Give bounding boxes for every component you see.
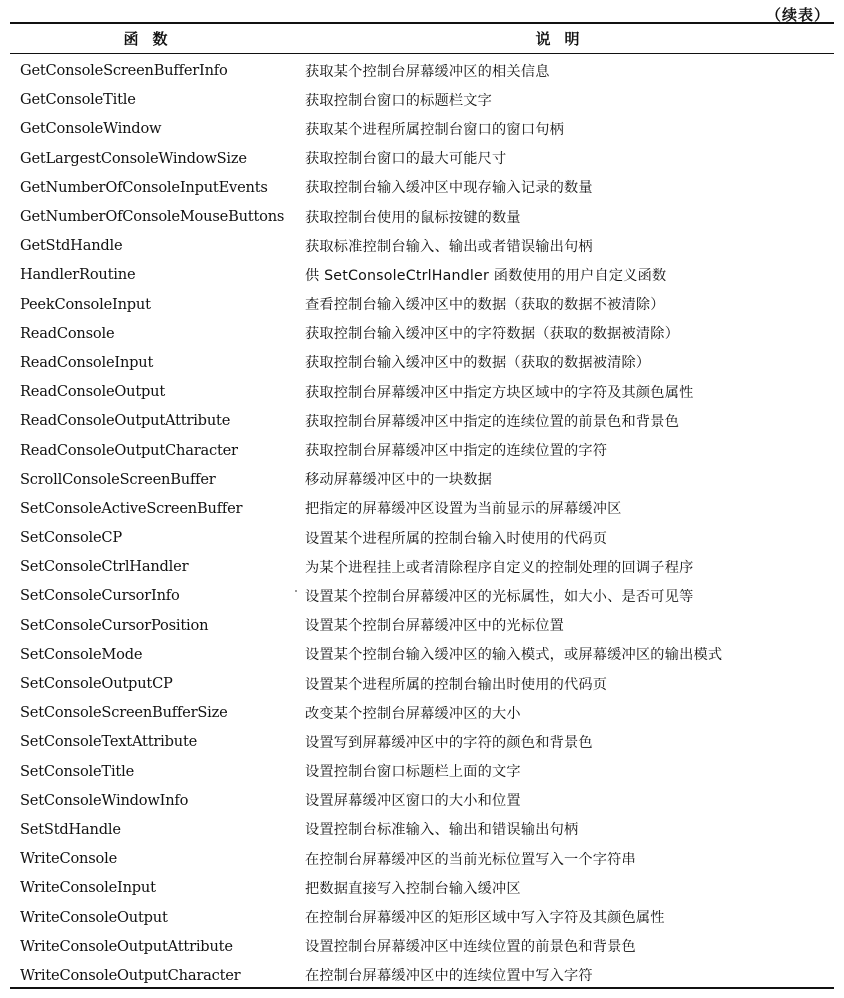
description-cell: 供 SetConsoleCtrlHandler 函数使用的用户自定义函数 — [305, 267, 667, 284]
function-name-cell: SetConsoleScreenBufferSize — [20, 704, 228, 722]
description-cell: 设置某个控制台屏幕缓冲区中的光标位置 — [305, 618, 564, 635]
table-row — [10, 727, 834, 756]
description-cell: 获取控制台输入缓冲区中的数据（获取的数据被清除） — [305, 355, 651, 372]
table-row — [10, 698, 834, 727]
function-name-cell: SetConsoleTextAttribute — [20, 733, 198, 751]
function-name-cell: SetConsoleTitle — [20, 762, 134, 780]
description-cell: 获取控制台窗口的标题栏文字 — [305, 92, 493, 109]
table-row — [10, 757, 834, 786]
table-row — [10, 56, 834, 85]
table-row — [10, 435, 834, 464]
function-name-cell: ReadConsole — [20, 324, 115, 342]
description-cell: 改变某个控制台屏幕缓冲区的大小 — [305, 705, 521, 722]
table-row — [10, 581, 834, 610]
function-name-cell: SetConsoleCtrlHandler — [20, 558, 189, 576]
function-name-cell: SetConsoleCursorInfo — [20, 587, 180, 605]
description-cell: 获取控制台屏幕缓冲区中指定方块区域中的字符及其颜色属性 — [305, 384, 694, 401]
function-name-cell: GetStdHandle — [20, 237, 123, 255]
function-name-cell: SetConsoleCP — [20, 529, 123, 547]
description-cell: 设置某个进程所属的控制台输入时使用的代码页 — [305, 530, 608, 547]
table-row — [10, 348, 834, 377]
table-row — [10, 406, 834, 435]
description-cell: 为某个进程挂上或者清除程序自定义的控制处理的回调子程序 — [305, 559, 694, 576]
function-name-cell: GetConsoleTitle — [20, 91, 136, 109]
description-cell: 设置控制台窗口标题栏上面的文字 — [305, 764, 521, 781]
table-row — [10, 231, 834, 260]
function-name-cell: GetLargestConsoleWindowSize — [20, 149, 247, 167]
table-row — [10, 552, 834, 581]
function-name-cell: ReadConsoleOutputCharacter — [20, 441, 238, 459]
description-cell: 设置控制台屏幕缓冲区中连续位置的前景色和背景色 — [305, 939, 636, 956]
description-cell: 在控制台屏幕缓冲区的当前光标位置写入一个字符串 — [305, 851, 636, 868]
function-name-cell: WriteConsoleOutputAttribute — [20, 937, 233, 955]
function-name-cell: GetConsoleWindow — [20, 120, 162, 138]
description-cell: 设置屏幕缓冲区窗口的大小和位置 — [305, 793, 521, 810]
table-row — [10, 815, 834, 844]
table-row — [10, 144, 834, 173]
function-name-cell: WriteConsoleInput — [20, 879, 156, 897]
description-cell: 获取控制台使用的鼠标按键的数量 — [305, 209, 521, 226]
description-cell: 获取控制台输入缓冲区中现存输入记录的数量 — [305, 180, 593, 197]
description-cell: 设置某个控制台屏幕缓冲区的光标属性，如大小、是否可见等 — [305, 588, 694, 605]
function-name-cell: ReadConsoleOutput — [20, 383, 166, 401]
function-name-cell: ReadConsoleInput — [20, 353, 154, 371]
table-row — [10, 465, 834, 494]
function-name-cell: GetConsoleScreenBufferInfo — [20, 62, 228, 80]
function-name-cell: SetConsoleMode — [20, 645, 143, 663]
table-body — [10, 56, 834, 990]
description-cell: 获取标准控制台输入、输出或者错误输出句柄 — [305, 238, 593, 255]
table-row — [10, 523, 834, 552]
function-column-header: 函数 — [123, 30, 182, 48]
table-row — [10, 114, 834, 143]
table-row — [10, 202, 834, 231]
function-name-cell: PeekConsoleInput — [20, 295, 151, 313]
function-name-cell: SetStdHandle — [20, 820, 121, 838]
description-cell: 获取控制台窗口的最大可能尺寸 — [305, 151, 507, 168]
table-row — [10, 640, 834, 669]
function-name-cell: WriteConsole — [20, 850, 118, 868]
description-cell: 设置某个进程所属的控制台输出时使用的代码页 — [305, 676, 608, 693]
description-cell: 查看控制台输入缓冲区中的数据（获取的数据不被清除） — [305, 297, 665, 314]
description-cell: 获取某个进程所属控制台窗口的窗口句柄 — [305, 121, 564, 138]
table-row — [10, 932, 834, 961]
function-name-cell: ReadConsoleOutputAttribute — [20, 412, 231, 430]
description-cell: 获取控制台屏幕缓冲区中指定的连续位置的前景色和背景色 — [305, 413, 680, 430]
scan-speck — [295, 590, 297, 592]
description-cell: 在控制台屏幕缓冲区中的连续位置中写入字符 — [305, 968, 593, 985]
description-cell: 设置写到屏幕缓冲区中的字符的颜色和背景色 — [305, 734, 593, 751]
table-row — [10, 844, 834, 873]
description-cell: 移动屏幕缓冲区中的一块数据 — [305, 472, 493, 489]
table-bottom-rule — [10, 987, 834, 989]
function-name-cell: HandlerRoutine — [20, 266, 136, 284]
table-row — [10, 85, 834, 114]
function-name-cell: GetNumberOfConsoleMouseButtons — [20, 208, 285, 226]
function-name-cell: SetConsoleOutputCP — [20, 675, 173, 693]
description-cell: 在控制台屏幕缓冲区的矩形区域中写入字符及其颜色属性 — [305, 910, 665, 927]
description-cell: 把指定的屏幕缓冲区设置为当前显示的屏幕缓冲区 — [305, 501, 622, 518]
description-cell: 设置控制台标准输入、输出和错误输出句柄 — [305, 822, 579, 839]
table-row — [10, 290, 834, 319]
description-column-header: 说明 — [535, 30, 594, 48]
function-name-cell: ScrollConsoleScreenBuffer — [20, 470, 216, 488]
function-name-cell: SetConsoleCursorPosition — [20, 616, 209, 634]
table-row — [10, 494, 834, 523]
table-row — [10, 902, 834, 931]
function-name-cell: WriteConsoleOutput — [20, 908, 168, 926]
table-row — [10, 173, 834, 202]
table-header — [10, 24, 834, 53]
description-cell: 获取控制台输入缓冲区中的字符数据（获取的数据被清除） — [305, 326, 680, 343]
table-row — [10, 961, 834, 990]
function-name-cell: SetConsoleWindowInfo — [20, 791, 189, 809]
description-cell: 获取控制台屏幕缓冲区中指定的连续位置的字符 — [305, 443, 608, 460]
table-row — [10, 669, 834, 698]
function-name-cell: GetNumberOfConsoleInputEvents — [20, 178, 268, 196]
table-row — [10, 873, 834, 902]
description-cell: 获取某个控制台屏幕缓冲区的相关信息 — [305, 63, 550, 80]
table-row — [10, 377, 834, 406]
function-name-cell: SetConsoleActiveScreenBuffer — [20, 499, 243, 517]
description-cell: 设置某个控制台输入缓冲区的输入模式，或屏幕缓冲区的输出模式 — [305, 647, 723, 664]
continued-label: （续表） — [765, 6, 830, 24]
table-row — [10, 260, 834, 289]
header-separator-rule — [10, 53, 834, 54]
table-row — [10, 319, 834, 348]
table-row — [10, 611, 834, 640]
function-name-cell: WriteConsoleOutputCharacter — [20, 966, 241, 984]
description-cell: 把数据直接写入控制台输入缓冲区 — [305, 880, 521, 897]
table-row — [10, 786, 834, 815]
